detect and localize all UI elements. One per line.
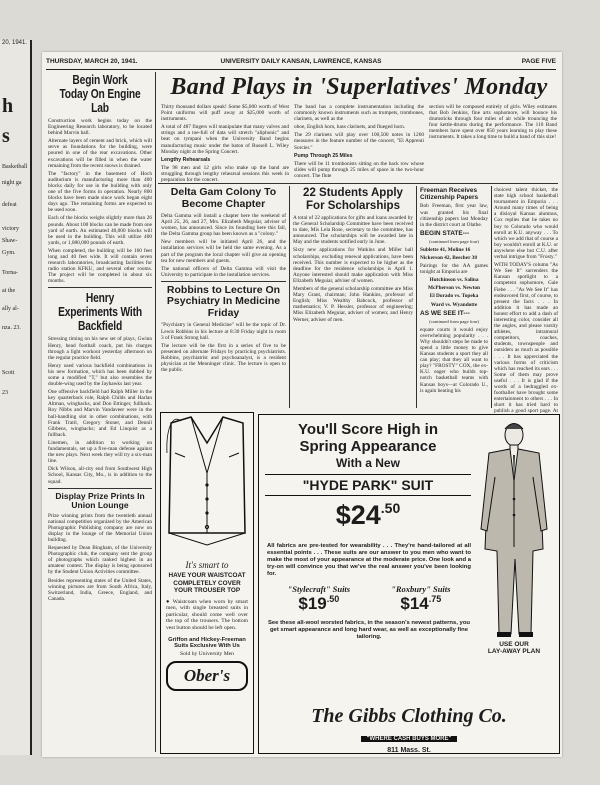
band-para: The band has a complete instrumentation including the commonly known instruments such as trumpets, trombones, clarinets, as well as the [294, 104, 424, 123]
hyde-park-price [265, 500, 471, 531]
roxbury-price-cents: .75 [428, 594, 442, 604]
layaway-line2: LAY-AWAY PLAN [487, 648, 541, 655]
gibbs-suit-ad [258, 414, 560, 754]
engine-lab-para: When completed, the building will be 160 feet long and 40 feet wide. It will contain seven research laboratories, broadcasting facilities for radio station KFKU, and several other rooms. The project will be completed in about six months. [48, 247, 152, 285]
prev-fragment: Gym. [2, 250, 16, 256]
vest-ad-sold-by: Sold by University Men [180, 651, 234, 658]
vest-ad-copy [166, 599, 248, 632]
prize-prints-para: Prize winning prints from the twentieth annual national competition organized by the American Photographic Publishing company are now on display in the lounge of the Memorial Union building. [48, 512, 152, 543]
folio-rule [46, 69, 556, 70]
backfield-para: Henry used various backfield combinations in his new formation, which has been dubbed by some a modified "T," but also resembles the double-wing used by the Jayhawks last year. [48, 362, 152, 388]
engine-lab-para: Each of the blocks weighs slightly more than 26 pounds. About 100 blocks can be made from one yard of earth. An estimated 40,000 blocks will be used in the building. This will utilize 400 yards, or 1,080,000 pounds of earth. [48, 215, 152, 246]
folio-masthead: UNIVERSITY DAILY KANSAN, LAWRENCE, KANSAS [220, 58, 382, 65]
folio-page-number: PAGE FIVE [521, 58, 556, 65]
headline-prize-prints: Display Prize Prints In Union Lounge [55, 490, 145, 511]
backfield-para: Linemen, in addition to working on fundamentals, set up a five-man defense against the new plays. Next week they will try a six-man line. [48, 439, 152, 465]
band-story-col2 [294, 104, 424, 180]
prev-fragment: Scott [2, 370, 15, 376]
vest-ad-tagline: It's smart to [185, 560, 229, 570]
engine-lab-para: Alternate layers of cement and brick, which will serve as foundations for the building, were poured in one of the rear excavations. Other excavations will be filled in when the water remaining from the recent snows is drained. [48, 138, 152, 169]
stylecraft-label: "Stylecraft" Suits [287, 584, 351, 594]
score-line: Sublette 41, Moline 16 [420, 246, 471, 253]
pairing-line: Hutchinson vs. Salina [429, 277, 479, 284]
freeman-para: Bob Freeman, first year law, was granted his final citizenship papers last Monday in the district court at Olathe. [420, 203, 488, 228]
delta-gam-para: Delta Gamma will install a chapter here the weekend of April 25, 26, and 27, Mrs. Elizabeth Meguiar, adviser of women, has announced. Since its founding here this fall, the Delta Gamma group has been known as a "colony." [161, 213, 286, 238]
waistcoat-illustration [161, 413, 253, 553]
pairings-intro: Pairings for the AA games tonight at Emporia are [420, 263, 488, 276]
column-rule [416, 186, 417, 408]
pairing-line: McPherson vs. Newton [428, 285, 480, 292]
stylecraft-offer [288, 584, 351, 614]
band-story-col3 [429, 104, 557, 180]
headline-scholarships: 22 Students Apply For Scholarships [303, 187, 403, 212]
vest-ad-headline: HAVE YOUR WAISTCOAT COMPLETELY COVER YOUR TROUSER TOP [168, 572, 246, 594]
sports-column [420, 187, 488, 405]
separator [161, 281, 286, 282]
delta-gam-para: New members will be initiated April 26, and the installation services will be held the same evening. As a part of the program the local chapter will give an opening tea for new members and guests. [161, 239, 286, 264]
band-para: There will be 11 trombonists sitting on the back row whose slides will pump through 25 miles of space in the two-hour concert. The flute [294, 160, 424, 179]
band-kicker: Lengthy Rehearsals [161, 156, 211, 163]
gibbs-tagline: "WHERE CASH BUYS MORE" [361, 736, 458, 742]
scholarships-column [293, 187, 413, 405]
prev-fragment: nza. 23. [2, 325, 21, 331]
continued-note: (continued from page four) [429, 318, 479, 324]
engine-lab-para: The "factory" in the basement of Hoch auditorium is manufacturing more than 400 blocks daily for use in the building with only one of the five forms in operation. Nearly 800 blocks have been made since work began eight days ago. The remaining forms are expected to be used soon. [48, 170, 152, 214]
band-story-rule [158, 183, 558, 184]
prev-fragment: Torna- [2, 270, 18, 276]
prev-fragment: at the [2, 288, 16, 294]
prev-fragment: 23 [2, 390, 8, 396]
delta-robbins-column [161, 187, 286, 405]
as-we-see-it-head: AS WE SEE IT--- [420, 309, 470, 317]
gibbs-address: 811 Mass. St. [387, 747, 431, 754]
roxbury-offer [391, 584, 450, 614]
column-rule [155, 72, 156, 752]
prev-fragment: night ga [2, 180, 22, 186]
scholarships-para: A total of 22 applications for gifts and loans awarded by the General Scholarship Committee have been received to date, Mis Lela Rose, secretary to the committee, has announced. The scholarships will be awarded late in May and the students notified early in June. [293, 215, 413, 246]
suit-ad-body [267, 543, 471, 641]
prev-page-date: 20, 1941. [2, 40, 28, 46]
stylecraft-price-main: $19 [298, 594, 327, 613]
gibbs-logo: The Gibbs Clothing Co. [311, 705, 507, 727]
layaway-line1: USE OUR [499, 641, 529, 648]
frosty-para: WITH TODAY'S column "As We See It" surrenders the Kansan spotlight to a competent sophomore, Gale Fiebe . . . "As We See It" has endeavored first, of course, to present the facts . . . In addition it has made an honest effort to add a dash of interesting color, consider all the angles, and please varsity athletes, intramural competitors, coaches, students, townspeople and outsiders as much as possible . . . It has appreciated the various forms of criticism which has reached its ears . . . Some of them may prove useful . . . It is glad if the words of a bedraggled ex-footballer have brought some entertainment to others . . . In short it has tried hard to publish a good sport page. At [494, 262, 558, 415]
backfield-para: One offensive backfield had Ralph Miller in the key quarterback role, Ralph Childs and Harlan Altman, wingbacks, and Don Ettinger, fullback. Roy Nibbs and Marvin Vandaveer were in the ball-handling slot in other combinations, with Frank Tratil, Gregory Stoner, and Dennil Gibbens, wingbacks; and Ed Linquist as a fullback. [48, 389, 152, 438]
bullet-icon: ● [166, 598, 173, 605]
other-suits-row [267, 584, 471, 614]
engine-lab-para: Construction work begins today on the Engineering Research laboratory, to be located behind Marvin hall. [48, 118, 152, 137]
prev-fragment: victory [2, 226, 19, 232]
prize-prints-para: Requested by Dean Bingham, of the University Photographic club, the company sent the group of photographs which ranked highest in an amateur contest. The display is being sponsored by the Student Union Activities committee. [48, 545, 152, 576]
gibbs-logo-block [265, 705, 553, 754]
scholarships-para: Members of the general scholarship committee are Miss Mary Grant, chairman; John Hankins, professor of English; Miss Wealthy Babcock, professor of mathematics; V. P. Hessler, professor of engineering; Miss Elizabeth Meguiar, adviser of women; and Henry Werner, adviser of men. [293, 286, 413, 323]
suit-ad-headlines [265, 421, 471, 531]
begin-state-head: BEGIN STATE--- [420, 229, 470, 237]
prize-prints-para: Besides representing states of the United States, winning pictures are from South Africa, Italy, Switzerland, India, Greece, England, and Canada. [48, 577, 152, 602]
page-folio [46, 58, 556, 68]
score-line: Nickerson 42, Beecher 38 [420, 254, 477, 261]
layaway-note [473, 641, 555, 655]
band-para: The 29 clarinets will play over 100,500 notes in 1260 measures in the feature number of the concert, "El Apprenti Sorcier." [294, 132, 424, 151]
obers-logo-text: Ober's [183, 666, 231, 686]
headline-delta-gam: Delta Gam Colony To Become Chapter [170, 186, 277, 210]
prev-fragment-h: h [2, 95, 14, 117]
suit-ad-head1: You'll Score High in [298, 421, 438, 438]
banner-headline: Band Plays in 'Superlatives' Monday [170, 74, 548, 100]
separator [48, 287, 152, 288]
backfield-para: Dick Wilson, all-city end from Southwest High School, Kansas City, Mo., is in addition to the squad. [48, 466, 152, 485]
suit-ad-head3: With a New [336, 456, 400, 470]
previous-page-edge [0, 40, 32, 755]
as-we-see-it-para: equate courts it would enjoy overwhelming popularity . . . Why shouldn't steps be made to spend a little money to give Kansas students a sport they all can play; that they all want to play? "FROSTY" COX, the ex-K.U. eager who builds top-notch basketball teams with Kansas boys—at Colorado U., is again beating his [420, 326, 488, 394]
frosty-column [494, 187, 558, 415]
folio-date: THURSDAY, MARCH 20, 1941. [46, 58, 138, 65]
column-rule [491, 186, 492, 408]
suit-ad-fabric-copy: See these all-wool worsted fabrics, in the season's newest patterns, you get smart appearance and long hard wear, as well as exceptionally fine tailoring. [267, 620, 471, 640]
roxbury-price [391, 594, 450, 614]
band-para: The 98 men and 12 girls who make up the band are struggling through lengthy rehearsal sessions this week in preparation for the concert. [161, 164, 289, 183]
prev-fragment-s: s [2, 125, 10, 147]
prev-fragment: ally al- [2, 306, 19, 312]
band-para: Thirty thousand dollars speak! Some $5,000 worth of West Point uniforms will puff away at $25,000 worth of instruments. [161, 104, 289, 123]
backfield-para: Stressing timing on his new set of plays, Gwinn Henry, head football coach, put his charges through a light workout yesterday afternoon on the regular practice field. [48, 336, 152, 361]
left-column [48, 73, 152, 753]
robbins-para: "Psychiatry in General Medicine" will be the topic of Dr. Lewis Robbins in his lecture at 8:30 Friday night in room 3 of Frank Strong hall. [161, 322, 286, 341]
newspaper-page [42, 52, 562, 757]
suit-ad-head2: Spring Appearance [299, 438, 437, 455]
pairing-line: El Dorado vs. Topeka [429, 293, 479, 300]
continued-note: (continued from page four) [429, 238, 479, 244]
band-story-col1 [161, 104, 289, 183]
roxbury-price-main: $14 [400, 594, 429, 613]
headline-backfield: Henry Experiments With Backfield [58, 291, 142, 334]
band-para: A total of 487 fingers will manipulate that many valves and strings and a toe-full of data will stretch "aliphonic" and beat on tympani when the University Band begins manufacturing music under the baton of Russell L. Wiley Monday night at the Spring Concert. [161, 124, 289, 155]
band-para: oboe, English horn, bass clarinets, and flueged horn. [294, 124, 406, 131]
pairing-line: Ward vs. Wyandotte [430, 301, 478, 308]
frosty-para: choicest talent thicket, the state high school basketball tournament in Emporia . . . Around many times of being a disloyal Kansas alumnus, Cox replies that he takes no boy to Colorado who would enroll at K.U. anyway . . . To which we add that of course a boy wouldn't enroll at K.U. or anywhere else but C.U. after verbal intrigue from "Frosty." [494, 187, 558, 261]
column-rule [289, 186, 290, 408]
separator [48, 488, 152, 489]
price-main: $24 [335, 500, 381, 530]
prev-fragment: Shaw- [2, 238, 18, 244]
vest-ad-bullet: Waistcoats when worn by smart men, with single breasted suits in particular, should come well over the top of the trousers. The bottom vest button should be left open. [166, 598, 248, 631]
band-para: section will be composed entirely of girls. Wiley estimates that Bob Jenkins, fine arts sophomore, will bounce his drumsticks through four miles of air while trouncing the four kettle-drums during the performance. The 110 Band members have spent over 850 years learning to play these instruments. It takes a long time to build a band of this size! [429, 104, 557, 141]
prev-fragment: Basketball [2, 164, 28, 170]
prev-fragment: defeat [2, 202, 17, 208]
obers-logo [166, 661, 248, 691]
headline-freeman: Freeman Receives Citizenship Papers [420, 187, 479, 202]
obers-vest-ad [160, 412, 254, 754]
stylecraft-price [288, 594, 351, 614]
robbins-para: The lecture will be the first in a series of five to be presented on alternate Fridays by practicing psychiatrists. Robbins, psychiatrist and psychoanalyst, is a resident physician at the Menninger clinic. The lecture is open to the public. [161, 342, 286, 374]
vest-ad-brands: Griffon and Hickey-Freeman Suits Exclusive With Us [168, 637, 246, 650]
suited-man-illustration [473, 419, 555, 639]
price-cents: .50 [380, 500, 401, 516]
stylecraft-price-cents: .50 [326, 594, 340, 604]
band-kicker: Pump Through 25 Miles [294, 152, 353, 159]
headline-robbins: Robbins to Lecture On Psychiatry In Medicine Friday [166, 283, 281, 319]
suit-ad-copy: All fabrics are pre-tested for wearability . . . They're hand-tailored at all essential points . . . These suits are our answer to you men who want to make the most of your appearance at the moderate price. One look and a try-on will convince you that we've the real answer you've been looking for. [267, 543, 471, 577]
suit-ad-suit-name: "HYDE PARK" SUIT [265, 474, 471, 496]
roxbury-label: "Roxbury" Suits [391, 584, 451, 594]
scholarships-para: Sixty new applications for Watkins and Miller hall scholarships, excluding renewal applications, have been received. This number is expected to be higher as the deadline for the residence scholarships is April 1. Anyone interested should make application with Miss Elizabeth Meguiar, adviser of women. [293, 247, 413, 284]
headline-engine-lab: Begin Work Today On Engine Lab [59, 73, 141, 115]
delta-gam-para: The national officers of Delta Gamma will visit the University to participate in the installation services. [161, 265, 286, 278]
